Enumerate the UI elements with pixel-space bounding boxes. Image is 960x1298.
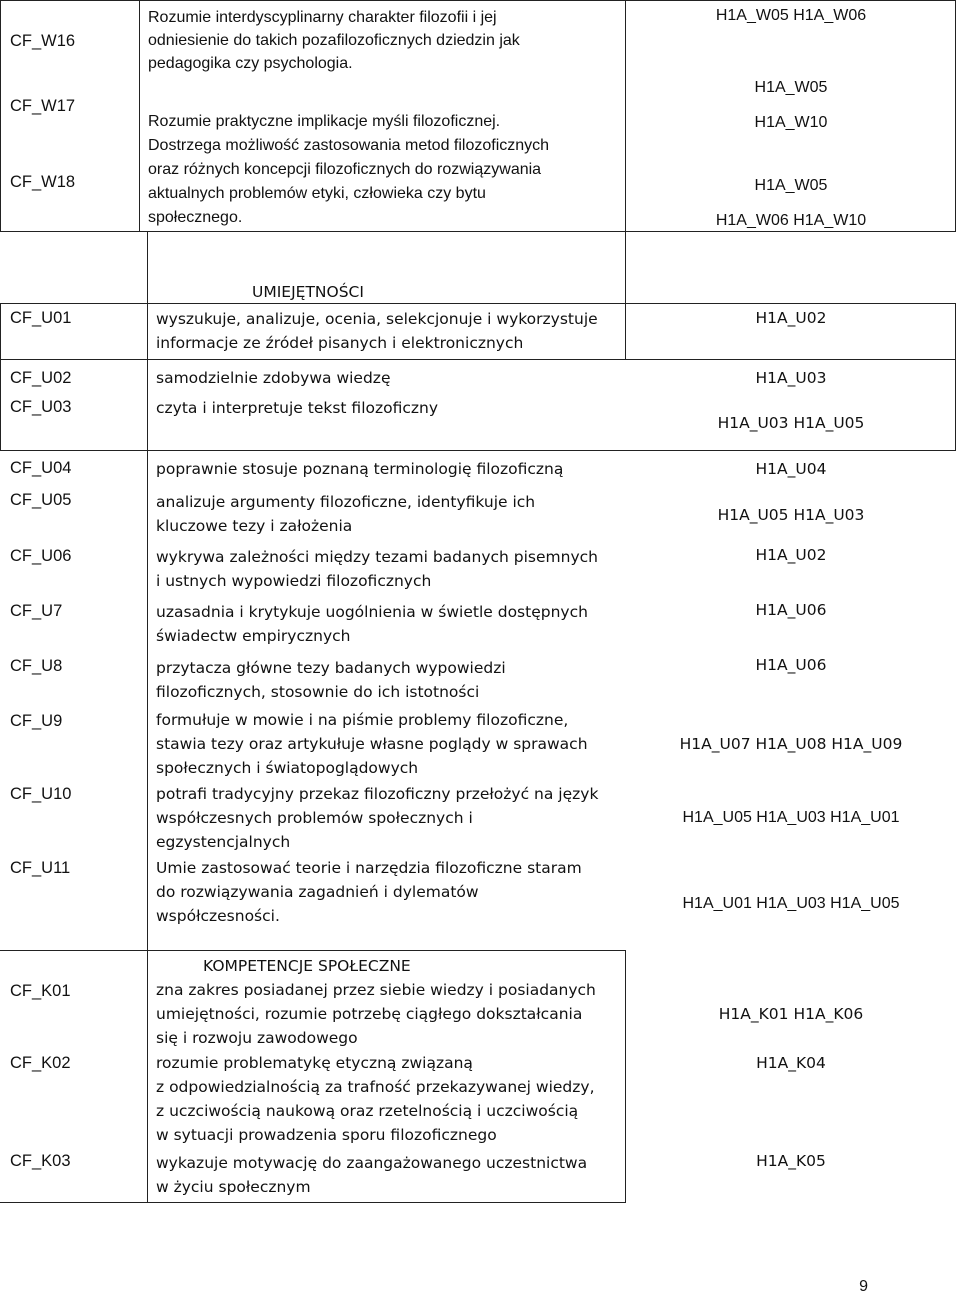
code-cf-u7: CF_U7 xyxy=(10,602,63,620)
skills-heading: UMIEJĘTNOŚCI xyxy=(252,283,364,301)
refs-cf-w18-line1: H1A_W05 xyxy=(754,177,828,194)
code-cf-u01: CF_U01 xyxy=(10,309,72,327)
desc-cf-u7-line1: uzasadnia i krytykuje uogólnienia w świetle dostępnych xyxy=(156,603,588,621)
refs-cf-u01: H1A_U02 xyxy=(755,309,827,327)
refs-cf-u10: H1A_U05 H1A_U03 H1A_U01 xyxy=(682,809,900,826)
desc-cf-w18-line1: Dostrzega możliwość zastosowania metod filozoficznych xyxy=(148,137,550,154)
desc-cf-u11-line2: do rozwiązywania zagadnień i dylematów xyxy=(156,883,479,901)
desc-cf-w16-line3: pedagogika czy psychologia. xyxy=(148,55,353,72)
desc-cf-u10-line2: współczesnych problemów społecznych i xyxy=(156,809,473,827)
code-cf-w17: CF_W17 xyxy=(10,97,76,115)
u-row-sep-3 xyxy=(147,303,625,304)
table3-col1-border xyxy=(147,950,148,1203)
code-cf-w16: CF_W16 xyxy=(10,32,76,50)
refs-cf-u06: H1A_U02 xyxy=(755,546,827,564)
refs-cf-w18-line2: H1A_W06 H1A_W10 xyxy=(715,212,867,229)
u-left-border-a xyxy=(0,303,1,450)
code-cf-k01: CF_K01 xyxy=(10,982,71,1000)
desc-cf-k02-line3: z uczciwością naukową oraz rzetelnością i uczciwością xyxy=(156,1102,579,1120)
desc-cf-w16-line2: odniesienie do takich pozafilozoficznych dziedzin jak xyxy=(148,32,520,49)
desc-cf-u05-line2: kluczowe tezy i założenia xyxy=(156,517,353,535)
desc-cf-k02-line2: z odpowiedzialnością za trafność przekazywanej wiedzy, xyxy=(156,1078,595,1096)
desc-cf-k01-line1: zna zakres posiadanej przez siebie wiedzy i posiadanych xyxy=(156,981,596,999)
refs-cf-k03: H1A_K05 xyxy=(756,1152,826,1170)
refs-cf-u04: H1A_U04 xyxy=(755,460,827,478)
refs-cf-w16: H1A_W05 H1A_W06 xyxy=(715,7,867,24)
desc-cf-u06-line1: wykrywa zależności między tezami badanych pisemnych xyxy=(156,548,598,566)
refs-cf-u11: H1A_U01 H1A_U03 H1A_U05 xyxy=(682,895,900,912)
desc-cf-u03-line1: czyta i interpretuje tekst filozoficzny xyxy=(156,399,439,417)
refs-cf-u8: H1A_U06 xyxy=(755,656,827,674)
u-row-sep-4 xyxy=(0,359,956,360)
desc-cf-k02-line1: rozumie problematykę etyczną związaną xyxy=(156,1054,473,1072)
code-cf-u11: CF_U11 xyxy=(10,859,71,877)
code-cf-u10: CF_U10 xyxy=(10,785,72,803)
refs-cf-w17-line1: H1A_W05 xyxy=(754,79,828,96)
desc-cf-k01-line2: umiejętności, rozumie potrzebę ciągłego dokształcania xyxy=(156,1005,583,1023)
desc-cf-u01-line2: informacje ze źródeł pisanych i elektronicznych xyxy=(156,334,524,352)
u-row-sep-5 xyxy=(0,450,956,451)
desc-cf-u04-line1: poprawnie stosuje poznaną terminologię filozoficzną xyxy=(156,460,564,478)
code-cf-u02: CF_U02 xyxy=(10,369,72,387)
desc-cf-w18-line3: aktualnych problemów etyki, człowieka czy bytu xyxy=(148,185,486,202)
desc-cf-u8-line2: filozoficznych, stosownie do ich istotności xyxy=(156,683,480,701)
desc-cf-u9-line2: stawia tezy oraz artykułuje własne poglądy w sprawach xyxy=(156,735,588,753)
refs-cf-k02: H1A_K04 xyxy=(756,1054,826,1072)
table3-bottom-border xyxy=(0,1202,626,1203)
desc-cf-u10-line3: egzystencjalnych xyxy=(156,833,291,851)
page-number: 9 xyxy=(859,1278,868,1295)
desc-cf-u05-line1: analizuje argumenty filozoficzne, identyfikuje ich xyxy=(156,493,536,511)
code-cf-u8: CF_U8 xyxy=(10,657,63,675)
desc-cf-k03-line2: w życiu społecznym xyxy=(156,1178,311,1196)
refs-cf-u7: H1A_U06 xyxy=(755,601,827,619)
desc-cf-u10-line1: potrafi tradycyjny przekaz filozoficzny przełożyć na język xyxy=(156,785,599,803)
code-cf-u05: CF_U05 xyxy=(10,491,72,509)
desc-cf-k01-line3: się i rozwoju zawodowego xyxy=(156,1029,358,1047)
code-cf-u06: CF_U06 xyxy=(10,547,72,565)
refs-cf-u05: H1A_U05 H1A_U03 xyxy=(717,506,865,524)
desc-cf-k02-line4: w sytuacji prowadzenia sporu filozoficznego xyxy=(156,1126,497,1144)
code-cf-u04: CF_U04 xyxy=(10,459,72,477)
desc-cf-u9-line3: społecznych i światopoglądowych xyxy=(156,759,419,777)
desc-cf-u01-line1: wyszukuje, analizuje, ocenia, selekcjonuje i wykorzystuje xyxy=(156,310,598,328)
desc-cf-u06-line2: i ustnych wypowiedzi filozoficznych xyxy=(156,572,432,590)
table1-top-border xyxy=(0,0,956,1)
desc-cf-w16-line1: Rozumie interdyscyplinarny charakter filozofii i jej xyxy=(148,9,497,26)
table1-left-border xyxy=(0,0,1,232)
table1-col1-border xyxy=(139,0,140,232)
social-heading: KOMPETENCJE SPOŁECZNE xyxy=(203,957,411,975)
desc-cf-w18-line4: społecznego. xyxy=(148,209,243,226)
table2-col1-border xyxy=(147,231,148,951)
u-row-sep-1 xyxy=(625,303,955,304)
refs-cf-k01: H1A_K01 H1A_K06 xyxy=(718,1005,864,1023)
table2-top-border xyxy=(0,950,626,951)
refs-cf-w17-line2: H1A_W10 xyxy=(754,114,828,131)
code-cf-w18: CF_W18 xyxy=(10,173,76,191)
refs-cf-u9: H1A_U07 H1A_U08 H1A_U09 xyxy=(679,735,903,753)
refs-cf-u02: H1A_U03 xyxy=(755,369,827,387)
u-col2-line-a xyxy=(625,231,626,303)
desc-cf-w17-line1: Rozumie praktyczne implikacje myśli filozoficznej. xyxy=(148,113,501,130)
code-cf-u9: CF_U9 xyxy=(10,712,63,730)
u-row-sep-2 xyxy=(0,303,147,304)
desc-cf-k03-line1: wykazuje motywację do zaangażowanego uczestnictwa xyxy=(156,1154,588,1172)
desc-cf-u11-line3: współczesności. xyxy=(156,907,280,925)
code-cf-k02: CF_K02 xyxy=(10,1054,71,1072)
code-cf-u03: CF_U03 xyxy=(10,398,72,416)
desc-cf-u9-line1: formułuje w mowie i na piśmie problemy filozoficzne, xyxy=(156,711,569,729)
desc-cf-u02-line1: samodzielnie zdobywa wiedzę xyxy=(156,369,391,387)
refs-cf-u03: H1A_U03 H1A_U05 xyxy=(717,414,865,432)
code-cf-k03: CF_K03 xyxy=(10,1152,71,1170)
desc-cf-u8-line1: przytacza główne tezy badanych wypowiedzi xyxy=(156,659,506,677)
desc-cf-w18-line2: oraz różnych koncepcji filozoficznych do rozwiązywania xyxy=(148,161,542,178)
desc-cf-u7-line2: świadectw empirycznych xyxy=(156,627,351,645)
desc-cf-u11-line1: Umie zastosować teorie i narzędzia filozoficzne staram xyxy=(156,859,582,877)
